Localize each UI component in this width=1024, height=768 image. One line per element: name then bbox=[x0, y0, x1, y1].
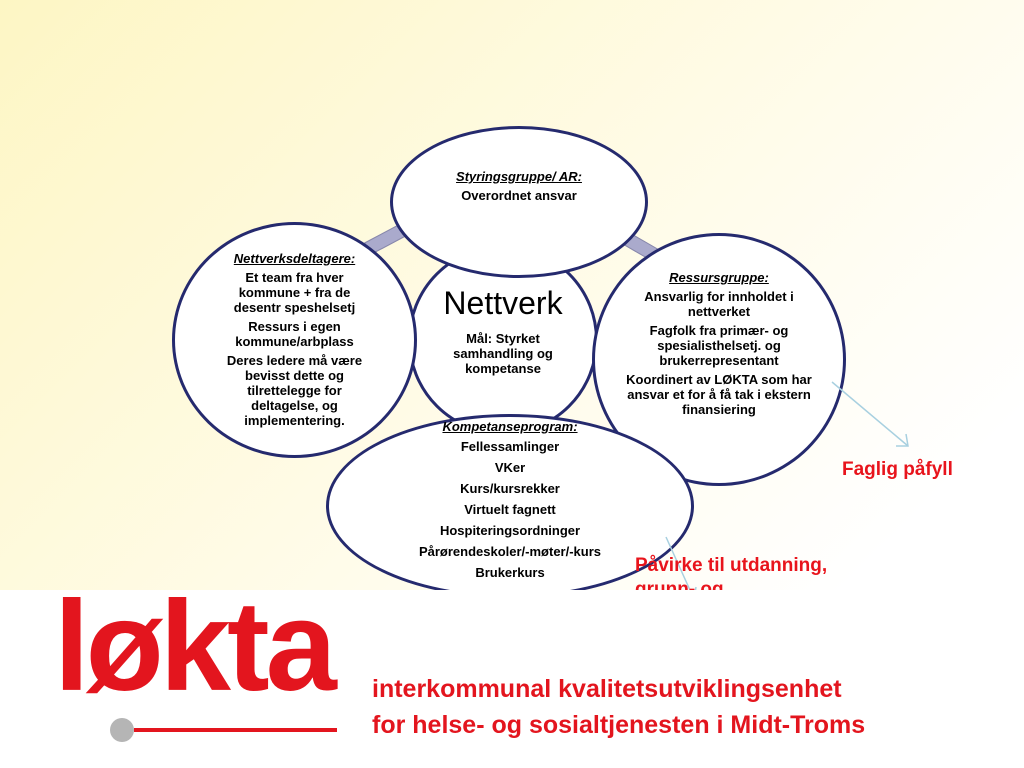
competence-line: Fellessamlinger bbox=[460, 439, 560, 454]
logo-wordmark: løkta bbox=[54, 575, 333, 718]
logo-underline bbox=[134, 728, 337, 732]
participants-line: Et team fra hver kommune + fra de desentr speshelsetj bbox=[233, 269, 356, 315]
competence-line: Virtuelt fagnett bbox=[464, 502, 556, 517]
resources-heading: Ressursgruppe: bbox=[669, 270, 769, 285]
resources-line: Fagfolk fra primær- og spesialisthelsetj. og brukerrepresentant bbox=[649, 323, 789, 368]
logo-tagline-line: interkommunal kvalitetsutviklingsenhet bbox=[372, 675, 842, 703]
participants-ellipse bbox=[172, 222, 417, 458]
steering-ellipse bbox=[390, 126, 648, 278]
participants-heading: Nettverksdeltagere: bbox=[233, 250, 356, 266]
participants-line: Ressurs i egen kommune/arbplass bbox=[235, 318, 354, 349]
hub-title: Nettverk bbox=[443, 284, 563, 321]
steering-line: Overordnet ansvar bbox=[461, 188, 577, 203]
logo-dot-icon bbox=[110, 718, 134, 742]
hub-subtitle: Mål: Styrket samhandling og kompetanse bbox=[453, 330, 553, 376]
competence-line: Pårørendeskoler/-møter/-kurs bbox=[418, 544, 602, 559]
competence-line: VKer bbox=[494, 460, 526, 475]
resources-line: Ansvarlig for innholdet i nettverket bbox=[644, 289, 794, 319]
pavirke-line: Påvirke til utdanning, bbox=[635, 555, 828, 576]
logo-tagline-line: for helse- og sosialtjenesten i Midt-Troms bbox=[372, 711, 866, 739]
competence-line: Kurs/kursrekker bbox=[460, 481, 560, 496]
resources-line: Koordinert av LØKTA som har ansvar et for å få tak i ekstern finansiering bbox=[626, 372, 812, 417]
arrow-to-faglig bbox=[830, 380, 920, 455]
competence-heading: Kompetanseprogram: bbox=[442, 419, 578, 434]
competence-line: Hospiteringsordninger bbox=[439, 523, 581, 538]
competence-line: Brukerkurs bbox=[475, 565, 545, 580]
participants-line: Deres ledere må være bevisst dette og tilrettelegge for deltagelse, og implementering. bbox=[226, 352, 363, 428]
faglig-note: Faglig påfyll bbox=[842, 459, 953, 480]
steering-heading: Styringsgruppe/ AR: bbox=[456, 169, 582, 184]
